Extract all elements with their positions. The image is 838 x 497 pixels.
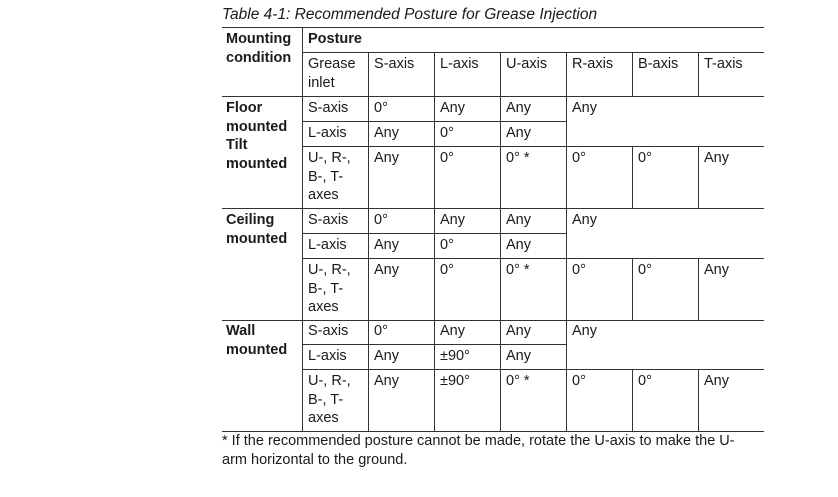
table-rule [500, 208, 501, 320]
header-grease-inlet: inlet [308, 74, 335, 91]
posture-value-cell: Any [440, 100, 465, 116]
table-rule [434, 319, 435, 431]
posture-value-cell: Any [374, 150, 399, 166]
posture-value-cell: 0° [374, 323, 388, 339]
posture-value-cell: 0° [572, 150, 586, 166]
mounting-label: Floor [226, 100, 263, 116]
header-posture: Posture [308, 31, 362, 47]
table-rule [698, 369, 699, 431]
grease-inlet-cell: B-, T- [308, 391, 344, 408]
table-rule [566, 319, 567, 431]
posture-value-cell: 0° [440, 125, 454, 141]
table-rule [302, 52, 764, 53]
grease-inlet-cell: B-, T- [308, 280, 344, 297]
posture-value-cell: 0° [638, 150, 652, 166]
posture-value-cell: Any [374, 373, 399, 389]
posture-value-cell: Any [704, 262, 729, 278]
header-grease-inlet: Grease [308, 56, 356, 72]
table-rule [222, 320, 764, 321]
posture-value-cell: Any [572, 212, 597, 228]
table-footnote [222, 432, 782, 470]
footnote-line: arm horizontal to the ground. [222, 452, 408, 468]
grease-inlet-cell: U-, R-, [308, 150, 351, 166]
header-axis: T-axis [704, 56, 743, 72]
table-rule [222, 96, 764, 97]
mounting-label: Tilt [226, 137, 248, 153]
posture-value-cell: 0° [638, 373, 652, 389]
grease-inlet-cell: U-, R-, [308, 373, 351, 389]
table-rule [368, 52, 369, 96]
table-rule [434, 208, 435, 320]
table-rule [302, 369, 764, 370]
table-rule [566, 96, 567, 208]
table-rule [632, 258, 633, 320]
table-rule [434, 96, 435, 208]
table-rule [368, 96, 369, 208]
posture-value-cell: 0° * [506, 262, 530, 278]
posture-value-cell: Any [572, 100, 597, 116]
header-axis: L-axis [440, 56, 479, 72]
mounting-label: mounted [226, 230, 288, 247]
grease-inlet-cell: L-axis [308, 125, 347, 141]
posture-value-cell: 0° * [506, 373, 530, 389]
posture-value-cell: Any [506, 323, 531, 339]
table-rule [632, 369, 633, 431]
posture-value-cell: 0° [572, 373, 586, 389]
table-rule [632, 52, 633, 96]
table-rule [500, 96, 501, 208]
mounting-label: Ceiling [226, 212, 275, 228]
mounting-label: mounted [226, 341, 288, 358]
table-rule [434, 52, 435, 96]
table-rule [302, 258, 764, 259]
grease-inlet-cell: S-axis [308, 323, 349, 339]
posture-value-cell: Any [374, 348, 399, 364]
posture-value-cell: Any [704, 373, 729, 389]
posture-value-cell: Any [440, 323, 465, 339]
posture-value-cell: Any [374, 237, 399, 253]
table-rule [222, 27, 764, 28]
table-rule [222, 208, 764, 209]
posture-value-cell: Any [506, 237, 531, 253]
posture-value-cell: Any [704, 150, 729, 166]
header-mounting-condition: Mounting [226, 31, 292, 47]
header-mounting-condition: condition [226, 49, 292, 66]
grease-inlet-cell: axes [308, 299, 339, 315]
table-rule [368, 319, 369, 431]
posture-value-cell: ±90° [440, 373, 470, 389]
posture-value-cell: 0° [440, 237, 454, 253]
posture-value-cell: Any [506, 125, 531, 141]
table-rule [302, 27, 303, 431]
mounting-label: mounted [226, 155, 288, 172]
table-rule [566, 208, 567, 320]
posture-value-cell: Any [506, 348, 531, 364]
header-axis: R-axis [572, 56, 614, 72]
grease-inlet-cell: S-axis [308, 100, 349, 116]
table-rule [566, 52, 567, 96]
footnote-line: * If the recommended posture cannot be made, rotate the U-axis to make the U- [222, 433, 735, 449]
table-rule [698, 146, 699, 208]
table-rule [500, 319, 501, 431]
table-rule [500, 52, 501, 96]
posture-value-cell: ±90° [440, 348, 470, 364]
table-rule [632, 146, 633, 208]
grease-inlet-cell: L-axis [308, 237, 347, 253]
header-axis: B-axis [638, 56, 679, 72]
posture-value-cell: Any [440, 212, 465, 228]
mounting-label: Wall [226, 323, 256, 339]
mounting-label: mounted [226, 118, 288, 135]
table-rule [368, 208, 369, 320]
posture-value-cell: 0° [572, 262, 586, 278]
posture-value-cell: 0° [440, 150, 454, 166]
grease-inlet-cell: U-, R-, [308, 262, 351, 278]
posture-value-cell: Any [374, 262, 399, 278]
grease-inlet-cell: S-axis [308, 212, 349, 228]
posture-value-cell: 0° [440, 262, 454, 278]
posture-value-cell: Any [506, 100, 531, 116]
posture-value-cell: Any [572, 323, 597, 339]
grease-inlet-cell: axes [308, 410, 339, 426]
table-rule [302, 146, 764, 147]
header-axis: U-axis [506, 56, 548, 72]
grease-posture-table [222, 27, 764, 431]
grease-inlet-cell: L-axis [308, 348, 347, 364]
table-rule [698, 258, 699, 320]
table-caption: Table 4-1: Recommended Posture for Grease Injection [222, 6, 598, 23]
grease-inlet-cell: B-, T- [308, 168, 344, 185]
header-axis: S-axis [374, 56, 415, 72]
posture-value-cell: 0° * [506, 150, 530, 166]
posture-value-cell: 0° [374, 100, 388, 116]
posture-value-cell: Any [374, 125, 399, 141]
table-rule [698, 52, 699, 96]
grease-inlet-cell: axes [308, 187, 339, 203]
posture-value-cell: Any [506, 212, 531, 228]
posture-value-cell: 0° [374, 212, 388, 228]
posture-value-cell: 0° [638, 262, 652, 278]
